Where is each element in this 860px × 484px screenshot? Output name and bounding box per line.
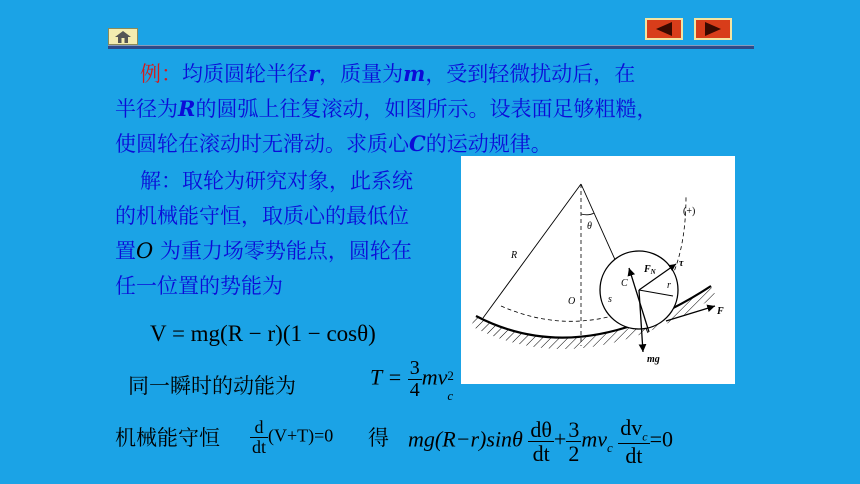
top-bar xyxy=(0,0,860,52)
diagram xyxy=(461,156,735,384)
problem-line-3: 使圆轮在滚动时无滑动。求质心C的运动规律。 xyxy=(115,131,552,156)
label-plus: (+) xyxy=(683,206,696,217)
de-label: 得 xyxy=(368,426,389,450)
solution-line-4: 任一位置的势能为 xyxy=(115,274,283,298)
kinetic-energy-equation: T = $\frac{3}{4}$ mv 2 c xyxy=(370,357,454,403)
home-icon xyxy=(115,31,131,43)
problem-line-1: 例：均质圆轮半径r，质量为m，受到轻微扰动后，在 xyxy=(140,61,636,86)
solution-line-2: 的机械能守恒，取质心的最低位 xyxy=(115,204,409,228)
label-R: R xyxy=(511,250,518,261)
var-m: m xyxy=(403,61,426,86)
rolling-disk-figure xyxy=(461,156,735,384)
problem-line-2: 半径为R的圆弧上往复滚动，如图所示。设表面足够粗糙， xyxy=(115,96,658,121)
var-C: C xyxy=(409,131,426,156)
var-O: O xyxy=(136,239,154,263)
solution-line-3: 置O 为重力场零势能点，圆轮在 xyxy=(115,239,412,263)
potential-energy-equation: V = mg(R − r)(1 − cosθ) xyxy=(150,321,376,346)
label-mg: mg xyxy=(647,354,660,365)
label-theta: θ xyxy=(587,221,592,232)
kinetic-label: 同一瞬时的动能为 xyxy=(128,374,296,398)
header-divider xyxy=(108,45,754,49)
label-r: r xyxy=(667,280,671,291)
previous-slide-button[interactable] xyxy=(645,18,683,40)
solution-line-1: 解：取轮为研究对象，此系统 xyxy=(140,169,413,193)
home-button[interactable] xyxy=(108,28,138,45)
label-C: C xyxy=(621,278,628,289)
radius-line-left xyxy=(483,184,581,318)
label-s: s xyxy=(608,294,612,305)
triangle-left-icon xyxy=(654,22,674,36)
label-FN: $F_N$ xyxy=(644,264,656,276)
next-slide-button[interactable] xyxy=(694,18,732,40)
label-F: F xyxy=(717,306,724,317)
example-label: 例： xyxy=(140,62,182,86)
var-R: R xyxy=(178,96,196,121)
label-O: O xyxy=(568,296,576,307)
theta-arc xyxy=(581,213,594,215)
conservation-label: 机械能守恒 xyxy=(115,426,220,450)
result-equation: mg(R−r)sinθ $\frac{d\theta}{dt}$ + $\frac{3}{2}$ $mv_c$ $\frac{dv_c}{dt}$ =0 xyxy=(408,415,674,468)
triangle-right-icon xyxy=(703,22,723,36)
conservation-equation: $\frac{d}{dt}$ (V+T)=0 xyxy=(252,417,334,457)
label-tau: τ xyxy=(679,258,684,269)
var-r: r xyxy=(308,61,320,86)
